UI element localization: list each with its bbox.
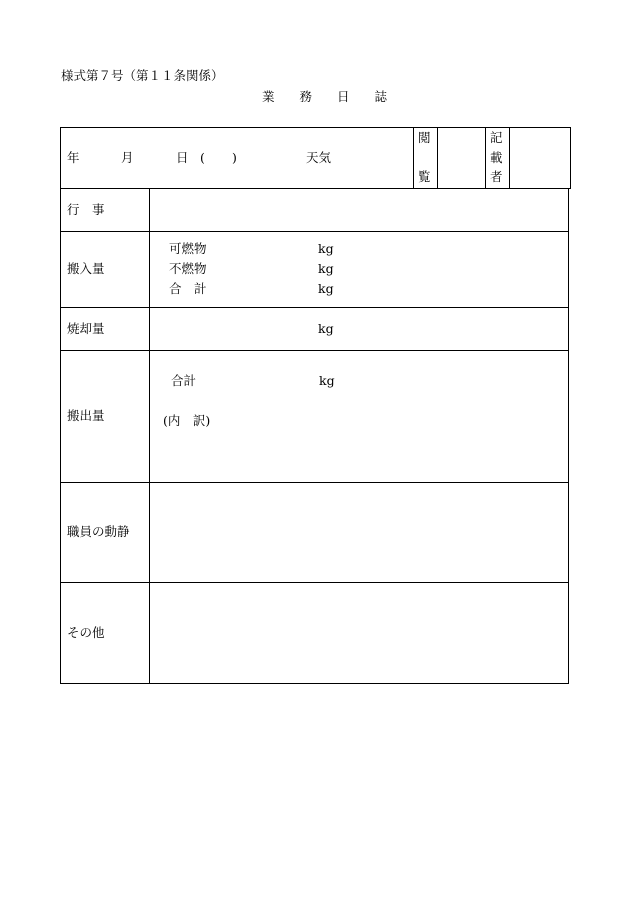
intake-label: 搬入量 [67, 261, 105, 276]
recorder-label-3: 者 [490, 169, 503, 184]
weekday-close: ) [232, 150, 237, 165]
intake-total-unit: kg [318, 281, 334, 296]
weather-label: 天気 [306, 150, 332, 165]
incinerated-unit: kg [318, 321, 334, 336]
outgoing-total-label: 合計 [171, 373, 197, 388]
intake-burnable-label: 可燃物 [169, 241, 207, 256]
inspection-label-2: 覧 [418, 169, 431, 184]
intake-nonburnable-unit: kg [318, 261, 334, 276]
inspection-label-1: 閲 [418, 130, 431, 145]
events-label: 行 事 [67, 202, 105, 217]
month-label: 月 [121, 150, 134, 165]
outgoing-label: 搬出量 [67, 408, 105, 423]
incinerated-label: 焼却量 [67, 321, 105, 336]
other-label: その他 [67, 625, 105, 640]
weekday-open: ( [200, 150, 205, 165]
outgoing-total-unit: kg [319, 373, 335, 388]
intake-total-label: 合 計 [169, 281, 207, 296]
recorder-label-1: 記 [490, 130, 503, 145]
year-label: 年 [67, 150, 80, 165]
intake-burnable-unit: kg [318, 241, 334, 256]
staff-label: 職員の動静 [67, 524, 130, 539]
day-label: 日 [176, 150, 189, 165]
page-title: 業 務 日 誌 [262, 89, 388, 104]
form-number: 様式第７号（第１１条関係） [61, 68, 224, 83]
outgoing-breakdown-label: (内 訳) [163, 413, 211, 428]
intake-nonburnable-label: 不燃物 [169, 261, 207, 276]
recorder-label-2: 載 [490, 150, 503, 165]
